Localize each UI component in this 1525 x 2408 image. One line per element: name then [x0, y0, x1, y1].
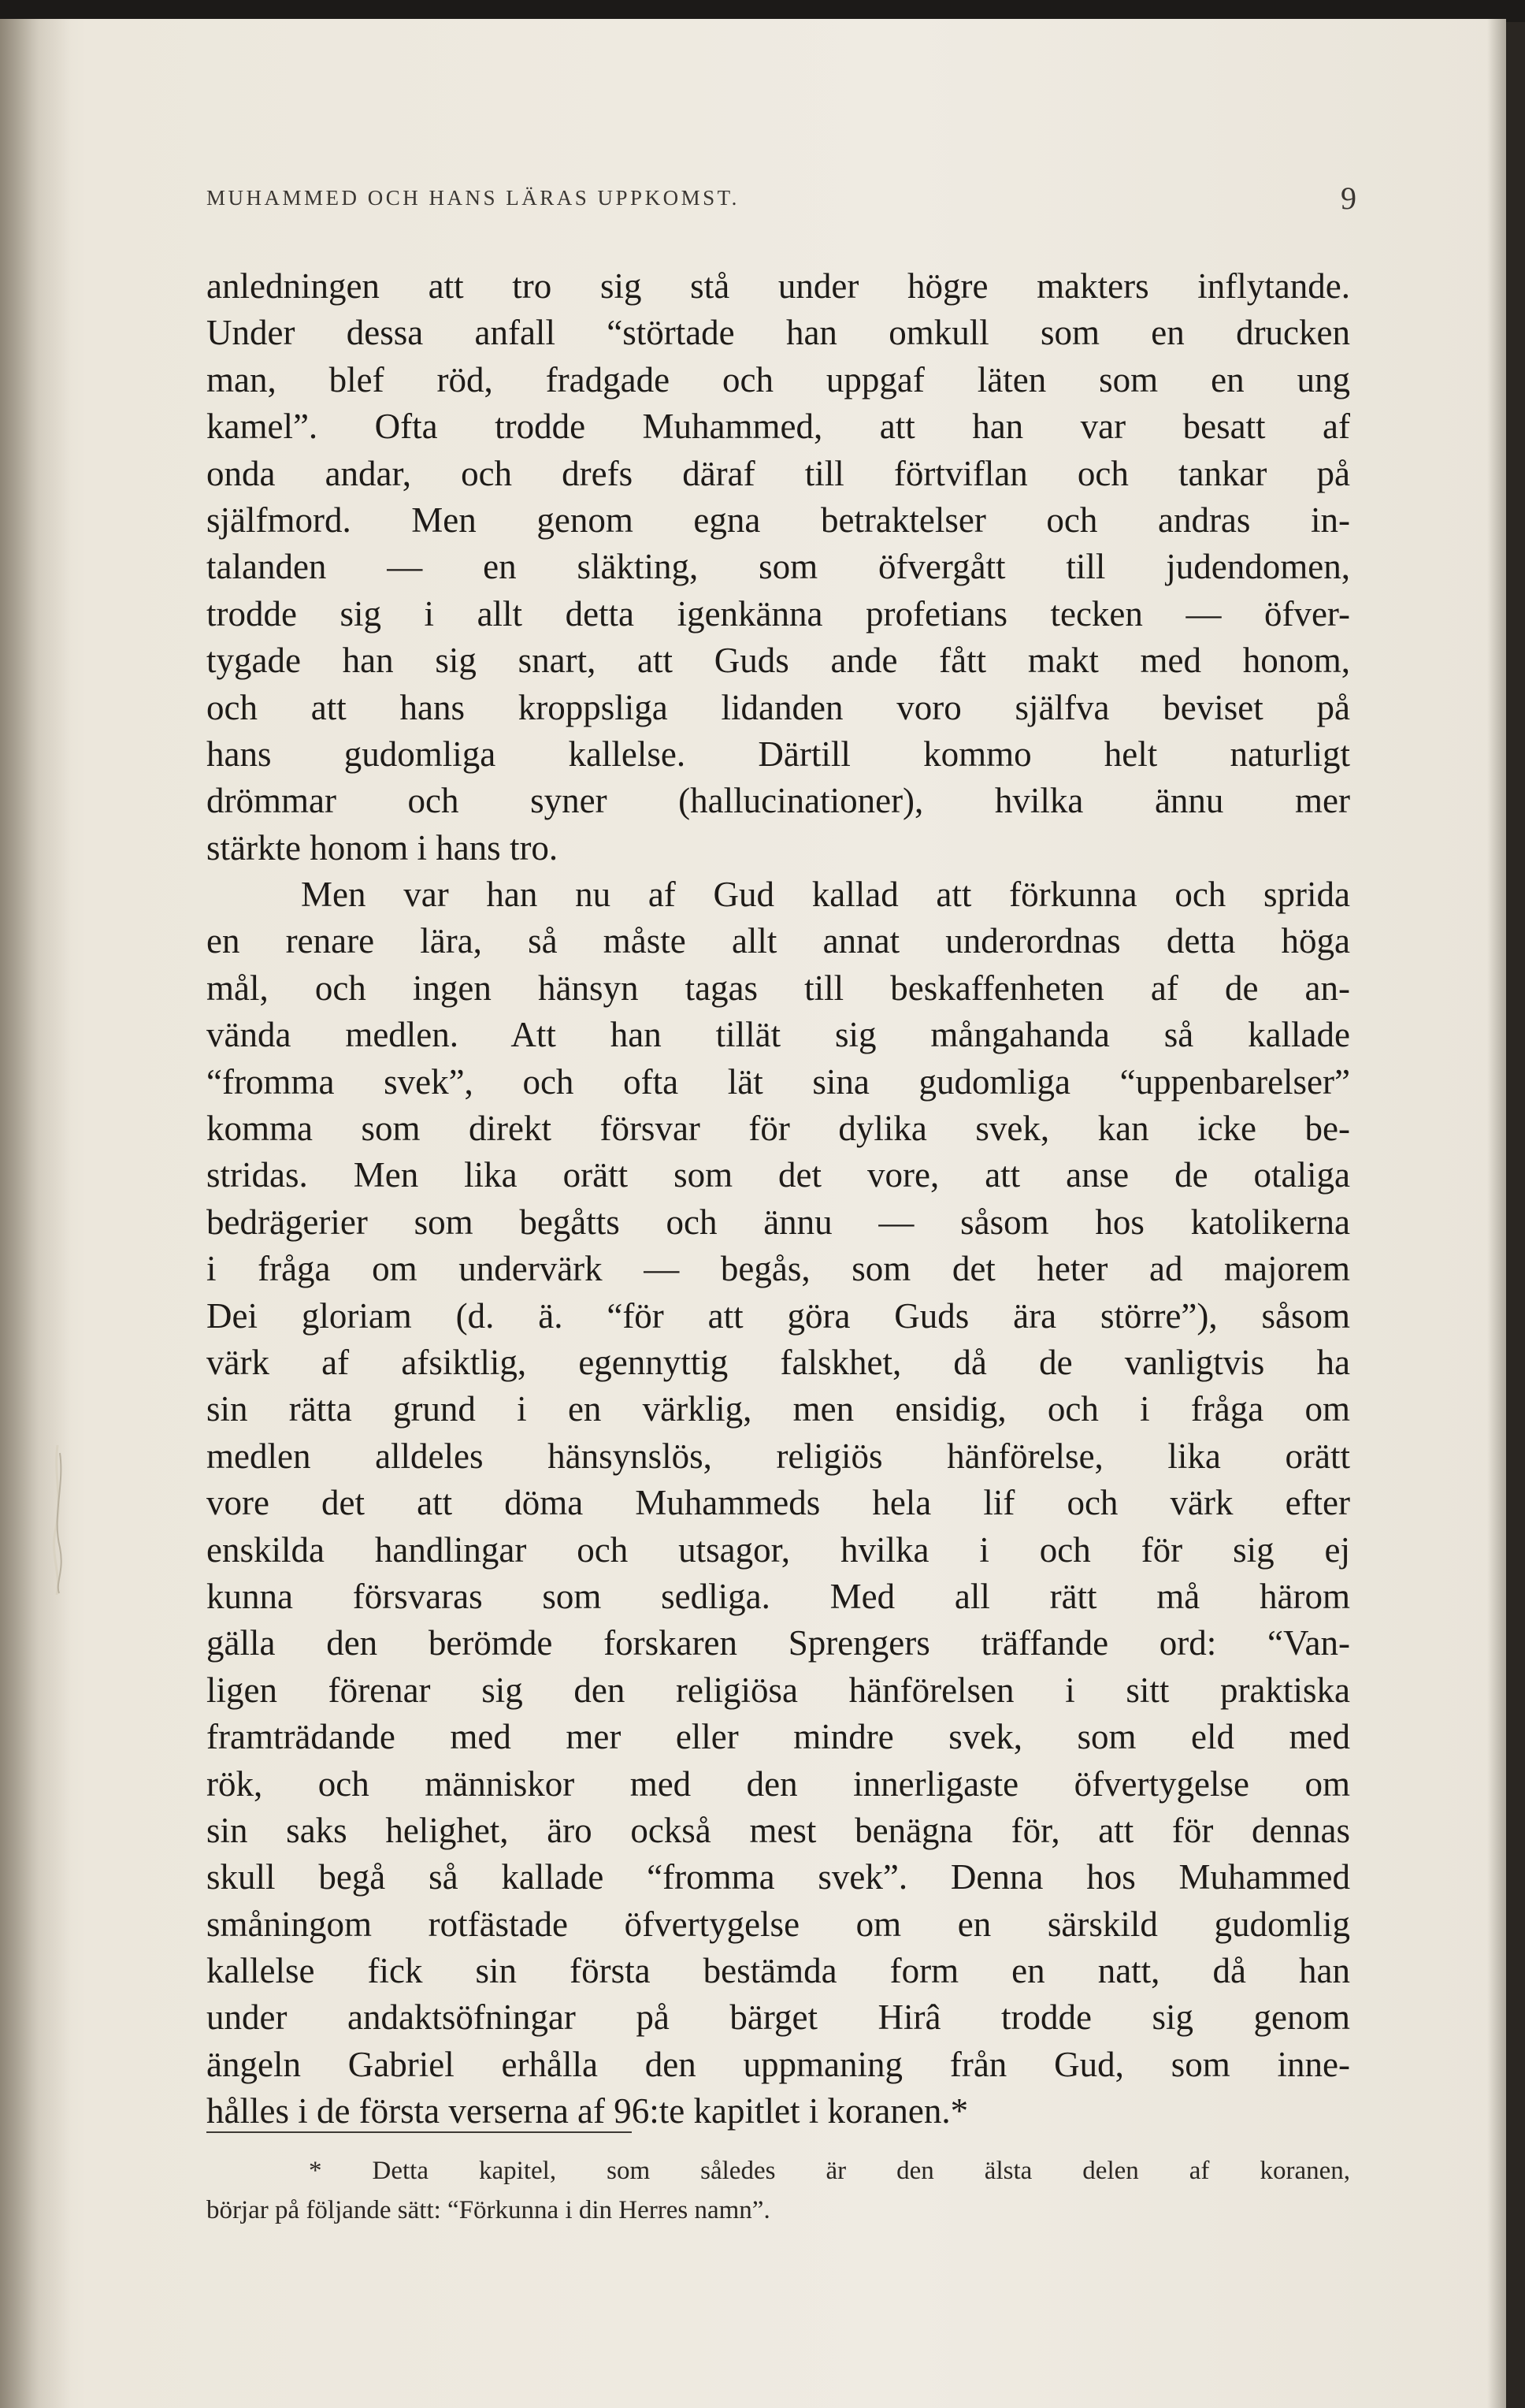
text-line: en renare lära, så måste allt annat underordnas detta höga: [206, 921, 1350, 961]
text-line: stridas. Men lika orätt som det vore, att anse de otaliga: [206, 1155, 1350, 1195]
text-line: vända medlen. Att han tillät sig mångahanda så kallade: [206, 1015, 1350, 1055]
text-line: bedrägerier som begåtts och ännu — såsom hos katolikerna: [206, 1202, 1350, 1242]
text-line: i fråga om undervärk — begås, som det heter ad majorem: [206, 1249, 1350, 1289]
text-line: skull begå så kallade “fromma svek”. Denna hos Muhammed: [206, 1857, 1350, 1897]
text-line: själfmord. Men genom egna betraktelser och andras in-: [206, 500, 1350, 540]
body-text: [206, 263, 1350, 2135]
text-line: Men var han nu af Gud kallad att förkunna och sprida: [301, 875, 1350, 915]
text-line: hans gudomliga kallelse. Därtill kommo helt naturligt: [206, 734, 1350, 774]
text-line: ligen förenar sig den religiösa hänförelsen i sitt praktiska: [206, 1670, 1350, 1710]
text-line: trodde sig i allt detta igenkänna profetians tecken — öfver-: [206, 593, 1350, 634]
text-line: hålles i de första verserna af 96:te kapitlet i koranen.*: [206, 2091, 969, 2131]
text-line: framträdande med mer eller mindre svek, som eld med: [206, 1717, 1350, 1757]
text-line: värk af afsiktlig, egennyttig falskhet, då de vanligtvis ha: [206, 1342, 1350, 1382]
running-head: [206, 180, 1356, 219]
gutter-shadow: [0, 19, 71, 2408]
running-head-title: MUHAMMED OCH HANS LÄRAS UPPKOMST.: [206, 186, 740, 210]
text-line: medlen alldeles hänsynslös, religiös hänförelse, lika orätt: [206, 1436, 1350, 1476]
text-line: stärkte honom i hans tro.: [206, 827, 558, 868]
text-line: sin rätta grund i en värklig, men ensidig, och i fråga om: [206, 1389, 1350, 1429]
text-line: komma som direkt försvar för dylika svek, kan icke be-: [206, 1109, 1350, 1149]
text-line: kallelse fick sin första bestämda form en natt, då han: [206, 1951, 1350, 1991]
text-line: Dei gloriam (d. ä. “för att göra Guds ära större”), såsom: [206, 1295, 1350, 1336]
page-edge-shadow: [1487, 19, 1506, 2408]
footnote-rule: [206, 2131, 632, 2133]
text-line: under andaktsöfningar på bärget Hirâ trodde sig genom: [206, 1997, 1350, 2038]
text-line: sin saks helighet, äro också mest benägna för, att för dennas: [206, 1810, 1350, 1850]
text-line: drömmar och syner (hallucinationer), hvilka ännu mer: [206, 781, 1350, 821]
text-line: kamel”. Ofta trodde Muhammed, att han var besatt af: [206, 407, 1350, 447]
text-line: “fromma svek”, och ofta lät sina gudomliga “uppenbarelser”: [206, 1061, 1350, 1102]
footnote-line: börjar på följande sätt: “Förkunna i din Herres namn”.: [206, 2196, 770, 2224]
binding-thread: [47, 1445, 68, 1595]
text-line: man, blef röd, fradgade och uppgaf läten som en ung: [206, 359, 1350, 399]
text-line: småningom rotfästade öfvertygelse om en särskild gudomlig: [206, 1904, 1350, 1944]
text-line: onda andar, och drefs däraf till förtviflan och tankar på: [206, 453, 1350, 493]
text-line: anledningen att tro sig stå under högre makters inflytande.: [206, 266, 1350, 306]
footnote: [206, 2151, 1350, 2230]
text-line: vore det att döma Muhammeds hela lif och värk efter: [206, 1483, 1350, 1523]
text-line: kunna försvaras som sedliga. Med all rätt må härom: [206, 1576, 1350, 1616]
text-line: ängeln Gabriel erhålla den uppmaning från Gud, som inne-: [206, 2044, 1350, 2084]
text-line: enskilda handlingar och utsagor, hvilka i och för sig ej: [206, 1529, 1350, 1570]
text-line: talanden — en släkting, som öfvergått till judendomen,: [206, 547, 1350, 587]
text-line: tygade han sig snart, att Guds ande fått makt med honom,: [206, 641, 1350, 681]
page-number: 9: [1341, 180, 1356, 216]
text-line: Under dessa anfall “störtade han omkull som en drucken: [206, 313, 1350, 353]
text-line: mål, och ingen hänsyn tagas till beskaffenheten af de an-: [206, 968, 1350, 1008]
text-line: gälla den berömde forskaren Sprengers träffande ord: “Van-: [206, 1623, 1350, 1663]
text-line: rök, och människor med den innerligaste öfvertygelse om: [206, 1763, 1350, 1804]
text-line: och att hans kroppsliga lidanden voro själfva beviset på: [206, 687, 1350, 727]
footnote-line: * Detta kapitel, som således är den älsta delen af koranen,: [309, 2157, 1350, 2185]
